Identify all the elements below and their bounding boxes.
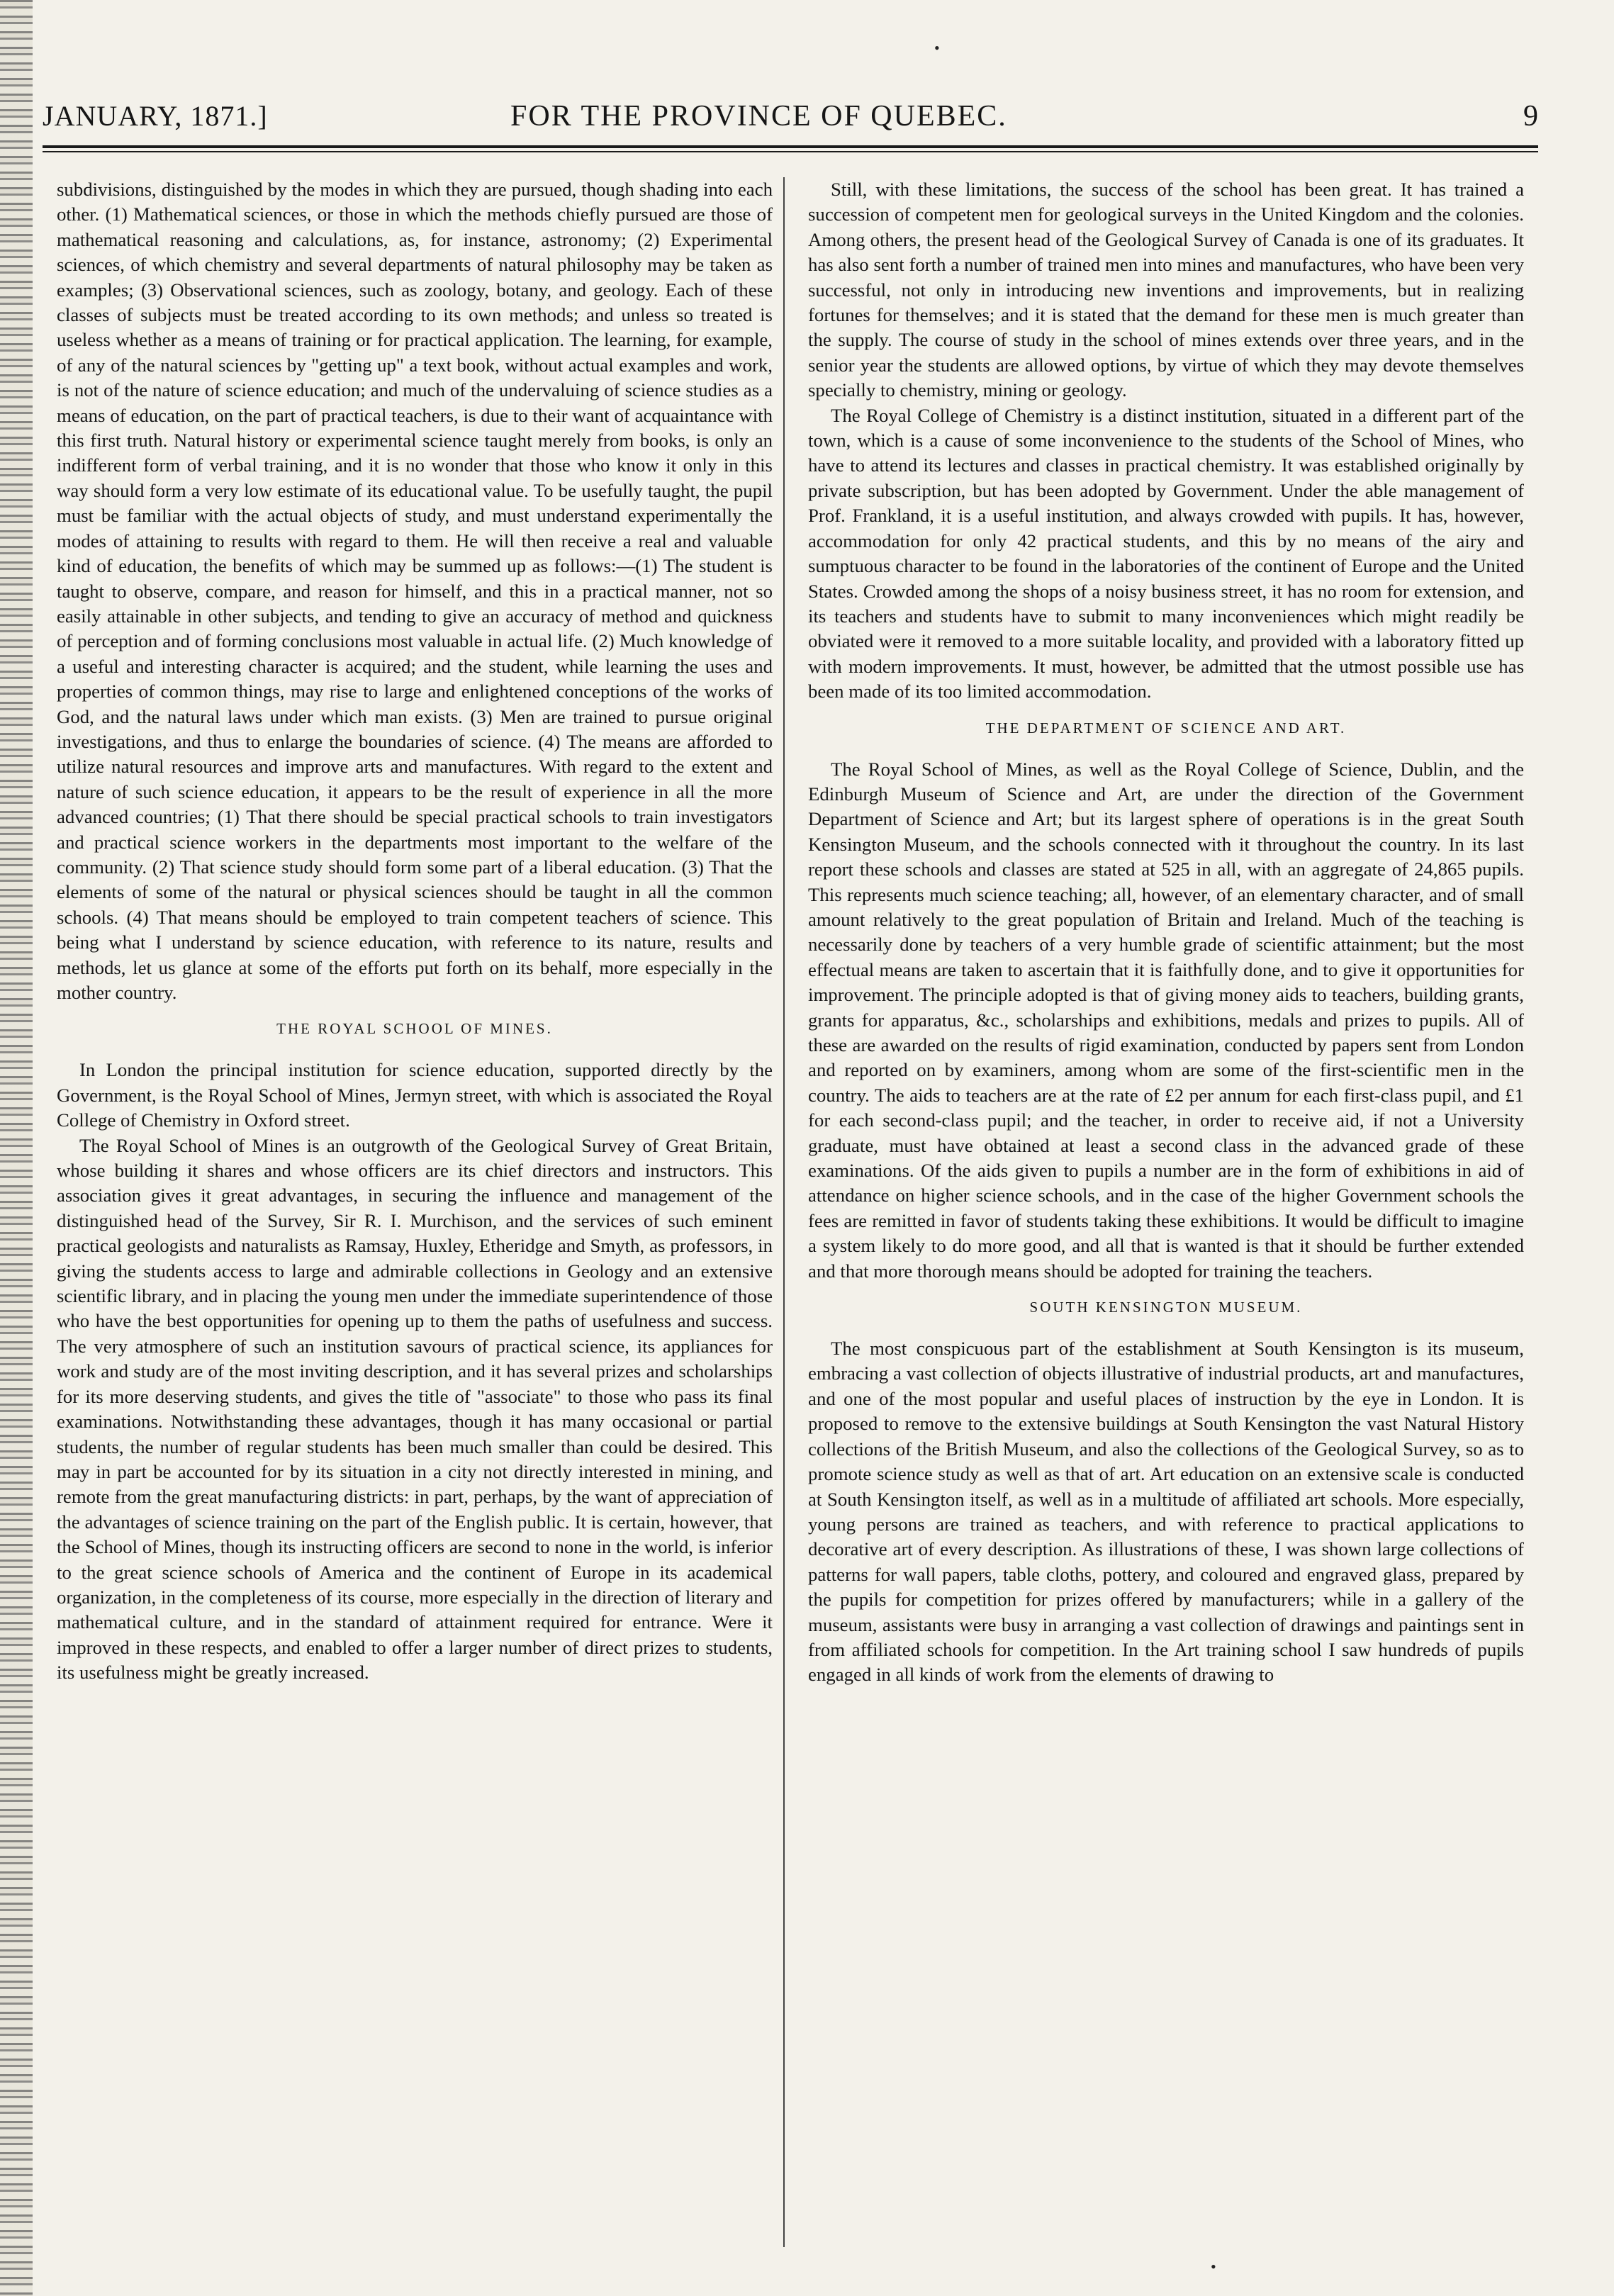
paragraph: The Royal School of Mines, as well as the Royal College of Science, Dublin, and the Edinburgh Museum of Science and Art, are under the direction of the Government Department of Science and Art; but its largest sphere of operations is in the great South Kensington Museum, and the schools connected with it throughout the country. In its last report these schools and classes are stated at 525 in all, with an aggregate of 24,865 pupils. This represents much science teaching; all, however, of an elementary character, and of small amount relatively to the great population of Britain and Ireland. Much of the teaching is necessarily done by teachers of a very humble grade of scientific attainment; but the most effectual means are taken to ascertain that it is faithfully done, and to give it opportunities for improvement. The principle adopted is that of giving money aids to teachers, building grants, grants for apparatus, &c., scholarships and exhibitions, medals and prizes to pupils. All of these are awarded on the results of rigid examination, conducted by papers sent from London and reported on by examiners, among whom are some of the first-scientific men in the country. The aids to teachers are at the rate of £2 per annum for each first-class pupil, and £1 for each second-class pupil; and the teacher, in order to receive aid, if not a University graduate, must have obtained at least a second class in the advanced grade of these examinations. Of the aids given to pupils a number are in the form of exhibitions in aid of attendance on higher science schools, and in the case of the higher Government schools the fees are remitted in favor of students taking these exhibitions. It would be difficult to imagine a system likely to do more good, and all that is wanted is that it should be further extended and that more thorough means should be adopted for training the teachers.: [808, 758, 1524, 1282]
header-date: JANUARY, 1871.]: [43, 100, 268, 132]
header-rule-thin: [43, 151, 1538, 152]
section-heading: THE ROYAL SCHOOL OF MINES.: [276, 1020, 553, 1038]
header-page-number: 9: [1523, 100, 1538, 133]
running-header: [43, 99, 1538, 142]
paragraph: Still, with these limitations, the success of the school has been great. It has trained a succession of competent men for geological surveys in the United Kingdom and the colonies. Among others, the present head of the Geological Survey of Canada is one of its graduates. It has also sent forth a number of trained men into mines and manufactures, who have been very successful, not only in introducing new inventions and improvements, but in realizing fortunes for themselves; and it is stated that the demand for these men is much greater than the supply. The course of study in the school of mines extends over three years, and in the senior year the students are allowed options, by virtue of which they may devote themselves specially to chemistry, mining or geology.: [808, 179, 1524, 401]
paragraph: The Royal College of Chemistry is a distinct institution, situated in a different part of the town, which is a cause of some inconvenience to the students of the School of Mines, who have to attend its lectures and classes in practical chemistry. It was established originally by private subscription, but has been adopted by Government. Under the able management of Prof. Frankland, it is a useful institution, and always crowded with pupils. It has, however, accommodation for only 42 practical students, and this by no means of the airy and sumptuous character to be found in the laboratories of the continent of Europe and the United States. Crowded among the shops of a noisy business street, it has no room for extension, and its teachers and students have to submit to many inconveniences which might readily be obviated were it removed to a more suitable locality, and provided with a laboratory fitted up with modern improvements. It must, however, be admitted that the utmost possible use has been made of its too limited accommodation.: [808, 404, 1524, 702]
header-rule-thick: [43, 145, 1538, 148]
header-title: FOR THE PROVINCE OF QUEBEC.: [510, 100, 1007, 133]
scan-speck: •: [1211, 2258, 1216, 2275]
paragraph: In London the principal institution for science education, supported directly by the Government, is the Royal School of Mines, Jermyn street, with which is associated the Royal College of Chemistry in Oxford street.: [57, 1059, 773, 1131]
page-binding-edge: [0, 0, 33, 2296]
scan-speck: •: [934, 39, 940, 57]
paragraph: The Royal School of Mines is an outgrowth of the Geological Survey of Great Britain, whose building it shares and whose officers are its chief directors and instructors. This association gives it great advantages, in securing the influence and management of the distinguished head of the Survey, Sir R. I. Murchison, and the services of such eminent practical geologists and naturalists as Ramsay, Huxley, Etheridge and Smyth, as professors, in giving the students access to large and admirable collections in Geology and an extensive scientific library, and in placing the young men under the immediate superintendence of those who have the best opportunities for opening up to them the paths of usefulness and success. The very atmosphere of such an institution savours of practical science, its appliances for work and study are of the most inviting description, and it has several prizes and scholarships for its more deserving students, and gives the title of "associate" to those who pass its final examinations. Notwithstanding these advantages, though it has many occasional or partial students, the number of regular students has been much smaller than could be desired. This may in part be accounted for by its situation in a city not directly interested in mining, and remote from the great manufacturing districts: in part, perhaps, by the want of appreciation of the advantages of science training on the part of the English public. It is certain, however, that the School of Mines, though its instructing officers are second to none in the world, is inferior to the great science schools of America and the continent of Europe in its academical organization, in the completeness of its course, more especially in the direction of literary and mathematical culture, and in the standard of attainment required for entrance. Were it improved in these respects, and enabled to offer a larger number of direct prizes to students, its usefulness might be greatly increased.: [57, 1134, 773, 1684]
column-divider: [783, 177, 785, 2247]
paragraph: subdivisions, distinguished by the modes in which they are pursued, though shading into each other. (1) Mathematical sciences, or those in which the methods chiefly pursued are those of mathematical reasoning and calculations, as, for instance, astronomy; (2) Experimental sciences, of which chemistry and several departments of natural philosophy may be taken as examples; (3) Observational sciences, such as zoology, botany, and geology. Each of these classes of subjects must be treated according to its own methods; and unless so treated is useless whether as a means of training or for practical application. The learning, for example, of any of the natural sciences by "getting up" a text book, without actual examples and work, is not of the nature of science education; and much of the undervaluing of science studies as a means of education, on the part of practical teachers, is due to their want of acquaintance with this first truth. Natural history or experimental science taught merely from books, is only an indifferent form of verbal training, and it is no wonder that those who know it only in this way should form a very low estimate of its educational value. To be usefully taught, the pupil must be familiar with the actual objects of study, and must understand experimentally the modes of attaining to results with regard to them. He will then receive a real and valuable kind of education, the benefits of which may be summed up as follows:—(1) The student is taught to observe, compare, and reason for himself, and this in a practical manner, not so easily attainable in other subjects, and tending to give an accuracy of method and quickness of perception and of forming conclusions most valuable in actual life. (2) Much knowledge of a useful and interesting character is acquired; and the student, while learning the uses and properties of common things, may rise to large and enlightened conceptions of the works of God, and the natural laws under which man exists. (3) Men are trained to pursue original investigations, and thus to enlarge the boundaries of science. (4) The means are afforded to utilize natural resources and improve arts and manufactures. With regard to the extent and nature of such science education, it appears to be the result of experience in all the more advanced countries; (1) That there should be special practical schools to train investigators and practical science workers in the departments most important to the welfare of the community. (2) That science study should form some part of a liberal education. (3) That the elements of some of the natural or physical sciences should be taught in all the common schools. (4) That means should be employed to train competent teachers of science. This being what I understand by science education, with reference to its nature, results and methods, let us glance at some of the efforts put forth on its behalf, more especially in the mother country.: [57, 179, 773, 1003]
right-column: [808, 177, 1524, 2247]
section-heading: THE DEPARTMENT OF SCIENCE AND ART.: [985, 719, 1347, 737]
left-column: [57, 177, 773, 2247]
section-heading: SOUTH KENSINGTON MUSEUM.: [1029, 1299, 1303, 1316]
paragraph: The most conspicuous part of the establishment at South Kensington is its museum, embracing a vast collection of objects illustrative of industrial products, art and manufactures, and one of the most popular and useful places of instruction by the eye in London. It is proposed to remove to the extensive buildings at South Kensington the vast Natural History collections of the British Museum, and also the collections of the Geological Survey, so as to promote science study as well as that of art. Art education on an extensive scale is conducted at South Kensington itself, as well as in a multitude of affiliated art schools. More especially, young persons are trained as teachers, and with reference to practical applications to decorative art of every description. As illustrations of these, I was shown large collections of patterns for wall papers, table cloths, pottery, and coloured and engraved glass, prepared by the pupils for competition for prizes offered by manufacturers; while in a gallery of the museum, assistants were busy in arranging a vast collection of drawings and paintings sent in from affiliated schools for competition. In the Art training school I saw hundreds of pupils engaged in all kinds of work from the elements of drawing to: [808, 1338, 1524, 1686]
